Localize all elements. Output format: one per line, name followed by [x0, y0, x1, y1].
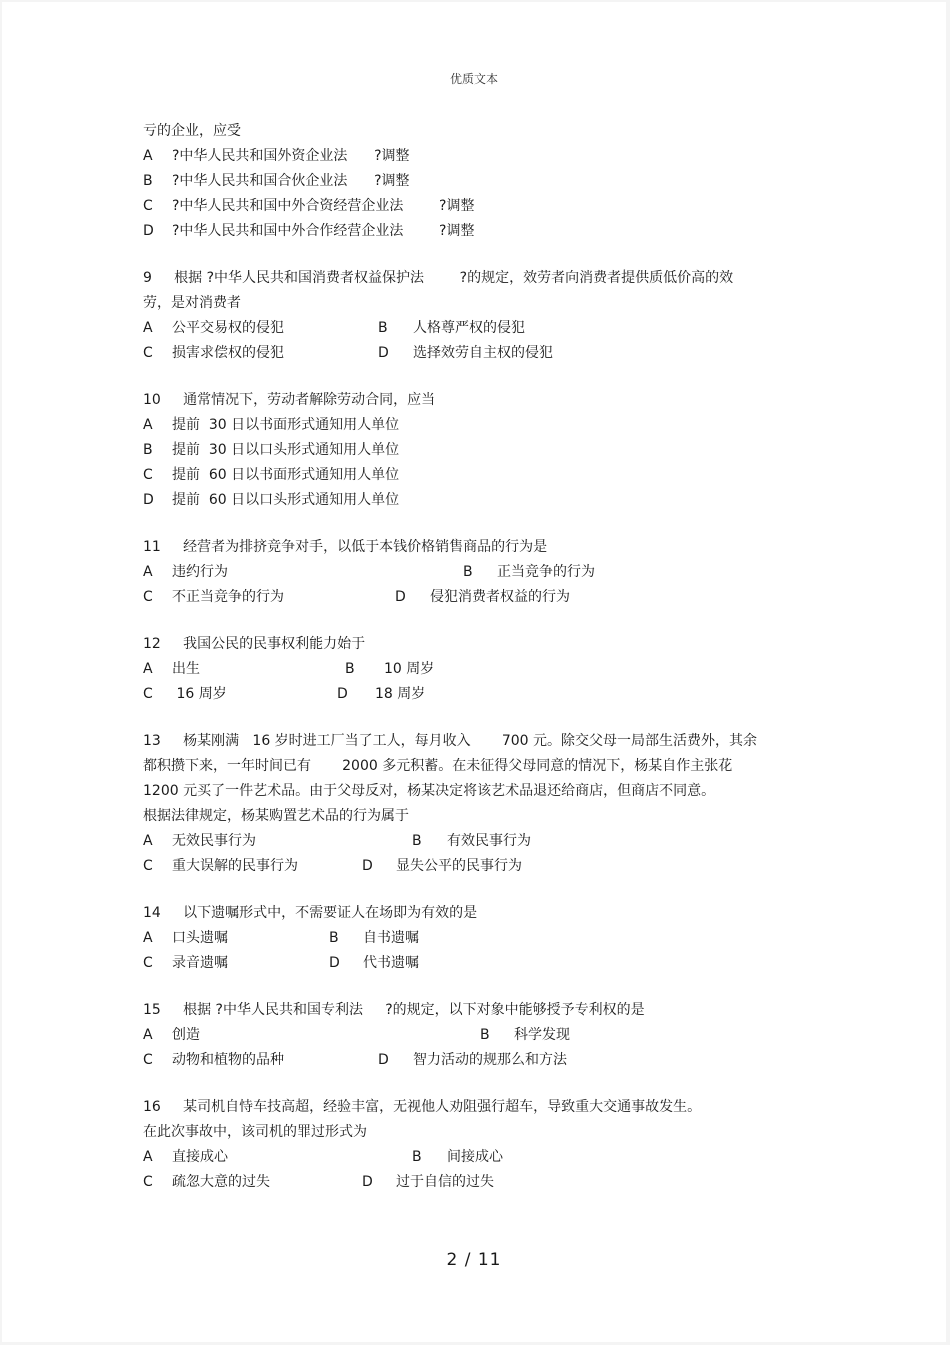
question-13-stem-cont: 都积攒下来，一年时间已有 2000 多元积蓄。在未征得父母同意的情况下，杨某自作主张花 [143, 758, 733, 774]
question-11-stem: 11 经营者为排挤竞争对手，以低于本钱价格销售商品的行为是 [143, 539, 548, 555]
option-line: D 提前 60 日以口头形式通知用人单位 [143, 492, 400, 508]
page-header: 优质文本 [449, 72, 498, 86]
question-16-stem: 16 某司机自恃车技高超，经验丰富，无视他人劝阻强行超车，导致重大交通事故发生。 [143, 1099, 702, 1115]
option-row: A 出生 B 10 周岁 [143, 661, 435, 677]
option-line: B ?中华人民共和国合伙企业法 ?调整 [143, 173, 410, 189]
option-row: C 疏忽大意的过失 D 过于自信的过失 [143, 1174, 494, 1190]
question-12-stem: 12 我国公民的民事权利能力始于 [143, 636, 366, 652]
option-row: A 口头遗嘱 B 自书遗嘱 [143, 930, 419, 946]
question-9-stem: 9 根据 ?中华人民共和国消费者权益保护法 ?的规定，效劳者向消费者提供质低价高的效 [143, 270, 734, 286]
option-row: C 16 周岁 D 18 周岁 [143, 686, 426, 702]
document-page [2, 2, 946, 1342]
question-9-stem-cont: 劳，是对消费者 [143, 295, 241, 311]
option-line: A 提前 30 日以书面形式通知用人单位 [143, 417, 400, 433]
option-line: D ?中华人民共和国中外合作经营企业法 ?调整 [143, 223, 475, 239]
option-row: C 不正当竞争的行为 D 侵犯消费者权益的行为 [143, 589, 570, 605]
question-15-stem: 15 根据 ?中华人民共和国专利法 ?的规定，以下对象中能够授予专利权的是 [143, 1002, 645, 1018]
option-row: A 创造 B 科学发现 [143, 1027, 570, 1043]
question-13-stem: 13 杨某刚满 16 岁时进工厂当了工人，每月收入 700 元。除交父母一局部生活费外，其余 [143, 733, 758, 749]
question-13-stem-cont: 1200 元买了一件艺术品。由于父母反对，杨某决定将该艺术品退还给商店，但商店不同意。 [143, 783, 716, 799]
option-row: A 无效民事行为 B 有效民事行为 [143, 833, 531, 849]
question-14-stem: 14 以下遗嘱形式中，不需要证人在场即为有效的是 [143, 905, 478, 921]
option-row: A 直接成心 B 间接成心 [143, 1149, 503, 1165]
option-row: A 公平交易权的侵犯 B 人格尊严权的侵犯 [143, 320, 525, 336]
option-line: A ?中华人民共和国外资企业法 ?调整 [143, 148, 410, 164]
option-row: C 损害求偿权的侵犯 D 选择效劳自主权的侵犯 [143, 345, 553, 361]
page-content [143, 119, 803, 1195]
continuation-line: 亏的企业，应受 [143, 123, 241, 139]
question-16-stem-cont: 在此次事故中，该司机的罪过形式为 [143, 1124, 367, 1140]
option-row: C 动物和植物的品种 D 智力活动的规那么和方法 [143, 1052, 567, 1068]
option-line: C ?中华人民共和国中外合资经营企业法 ?调整 [143, 198, 475, 214]
question-10-stem: 10 通常情况下，劳动者解除劳动合同，应当 [143, 392, 436, 408]
option-row: C 录音遗嘱 D 代书遗嘱 [143, 955, 419, 971]
option-line: C 提前 60 日以书面形式通知用人单位 [143, 467, 400, 483]
option-row: A 违约行为 B 正当竞争的行为 [143, 564, 595, 580]
question-13-stem-cont: 根据法律规定，杨某购置艺术品的行为属于 [143, 808, 409, 824]
option-line: B 提前 30 日以口头形式通知用人单位 [143, 442, 400, 458]
option-row: C 重大误解的民事行为 D 显失公平的民事行为 [143, 858, 522, 874]
page-number: 2 / 11 [446, 1250, 502, 1270]
